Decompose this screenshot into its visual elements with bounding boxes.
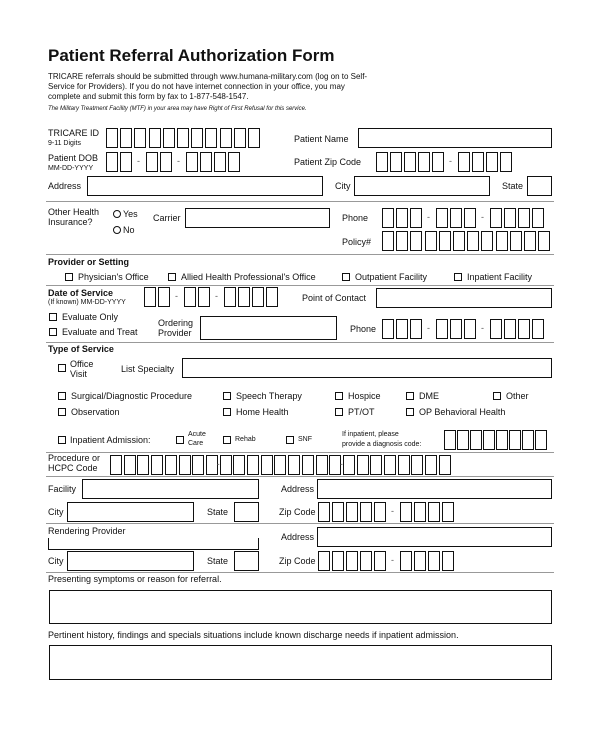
office-visit-label-2: Visit bbox=[70, 369, 87, 379]
ptot-checkbox[interactable] bbox=[335, 408, 343, 416]
office-visit-checkbox[interactable] bbox=[58, 364, 66, 372]
digit-box[interactable] bbox=[510, 231, 522, 251]
divider bbox=[46, 201, 554, 202]
digit-box[interactable] bbox=[439, 231, 451, 251]
op-behavioral-label: OP Behavioral Health bbox=[419, 407, 506, 417]
other-label: Other bbox=[506, 391, 529, 401]
speech-therapy-label: Speech Therapy bbox=[236, 391, 302, 401]
digit-box[interactable] bbox=[261, 455, 273, 475]
digit-box[interactable] bbox=[200, 152, 212, 172]
carrier-input[interactable] bbox=[185, 208, 330, 228]
point-of-contact-label: Point of Contact bbox=[302, 293, 367, 303]
inpatient-admission-checkbox[interactable] bbox=[58, 436, 66, 444]
digit-box[interactable] bbox=[192, 455, 204, 475]
digit-box[interactable] bbox=[120, 128, 132, 148]
digit-box[interactable] bbox=[470, 430, 482, 450]
rendering-address-input[interactable] bbox=[317, 527, 552, 547]
list-specialty-label: List Specialty bbox=[121, 364, 175, 374]
observation-label: Observation bbox=[71, 407, 120, 417]
city-label: City bbox=[335, 181, 351, 191]
divider bbox=[46, 476, 554, 477]
rendering-city-input[interactable] bbox=[67, 551, 194, 571]
rehab-label: Rehab bbox=[235, 436, 256, 443]
digit-box[interactable] bbox=[524, 231, 536, 251]
digit-box[interactable] bbox=[428, 502, 440, 522]
history-textarea[interactable] bbox=[49, 645, 552, 680]
facility-city-input[interactable] bbox=[67, 502, 194, 522]
hospice-label: Hospice bbox=[348, 391, 381, 401]
digit-box[interactable] bbox=[486, 152, 498, 172]
digit-box[interactable] bbox=[450, 319, 462, 339]
digit-box[interactable] bbox=[444, 430, 456, 450]
ordering-provider-input[interactable] bbox=[200, 316, 337, 340]
digit-box[interactable] bbox=[390, 152, 402, 172]
digit-box[interactable] bbox=[134, 128, 146, 148]
digit-box[interactable] bbox=[481, 231, 493, 251]
digit-box[interactable] bbox=[318, 502, 330, 522]
digit-box[interactable] bbox=[374, 551, 386, 571]
digit-box[interactable] bbox=[404, 152, 416, 172]
digit-box[interactable] bbox=[458, 152, 470, 172]
separator-dash: - bbox=[216, 459, 220, 469]
digit-box[interactable] bbox=[436, 319, 448, 339]
digit-box[interactable] bbox=[518, 319, 530, 339]
digit-box[interactable] bbox=[396, 319, 408, 339]
facility-input[interactable] bbox=[82, 479, 259, 499]
digit-box[interactable] bbox=[288, 455, 300, 475]
digit-box[interactable] bbox=[464, 208, 476, 228]
outpatient-facility-checkbox[interactable] bbox=[342, 273, 350, 281]
digit-box[interactable] bbox=[120, 152, 132, 172]
digit-box[interactable] bbox=[360, 502, 372, 522]
digit-box[interactable] bbox=[252, 287, 264, 307]
facility-state-label: State bbox=[207, 507, 229, 517]
ordering-phone-label: Phone bbox=[350, 324, 377, 334]
date-of-service-heading: Date of Service bbox=[48, 288, 114, 298]
evaluate-treat-label: Evaluate and Treat bbox=[62, 327, 138, 337]
digit-box[interactable] bbox=[238, 287, 250, 307]
other-insurance-label: Other Health bbox=[48, 207, 100, 217]
separator-dash: - bbox=[177, 156, 180, 166]
digit-box[interactable] bbox=[124, 455, 136, 475]
intro-text: TRICARE referrals should be submitted through www.humana-military.com (log on to Self-Service for Providers). If you do not have internet connection in your office, you may complete and submit this form by fax to 1-877-548-1547. bbox=[48, 72, 368, 101]
point-of-contact-input[interactable] bbox=[376, 288, 552, 308]
op-behavioral-checkbox[interactable] bbox=[406, 408, 414, 416]
facility-city-label: City bbox=[48, 507, 64, 517]
insurance-no-radio[interactable] bbox=[113, 226, 121, 234]
digit-box[interactable] bbox=[302, 455, 314, 475]
digit-box[interactable] bbox=[457, 430, 469, 450]
digit-box[interactable] bbox=[106, 152, 118, 172]
other-insurance-label-2: Insurance? bbox=[48, 217, 93, 227]
dme-checkbox[interactable] bbox=[406, 392, 414, 400]
divider bbox=[46, 254, 554, 255]
digit-box[interactable] bbox=[360, 551, 372, 571]
digit-box[interactable] bbox=[266, 287, 278, 307]
digit-box[interactable] bbox=[106, 128, 118, 148]
physician-office-label: Physician's Office bbox=[78, 272, 149, 282]
digit-box[interactable] bbox=[158, 287, 170, 307]
digit-box[interactable] bbox=[439, 455, 451, 475]
digit-box[interactable] bbox=[500, 152, 512, 172]
digit-box[interactable] bbox=[151, 455, 163, 475]
procedure-label: Procedure or bbox=[48, 453, 101, 463]
dob-hint: MM-DD-YYYY bbox=[48, 165, 94, 172]
inpatient-admission-label: Inpatient Admission: bbox=[70, 435, 151, 445]
facility-label: Facility bbox=[48, 484, 77, 494]
digit-box[interactable] bbox=[332, 502, 344, 522]
digit-box[interactable] bbox=[414, 551, 426, 571]
form-title: Patient Referral Authorization Form bbox=[48, 46, 335, 65]
rendering-city-label: City bbox=[48, 556, 64, 566]
digit-box[interactable] bbox=[411, 455, 423, 475]
digit-box[interactable] bbox=[316, 455, 328, 475]
evaluate-only-checkbox[interactable] bbox=[49, 313, 57, 321]
digit-box[interactable] bbox=[410, 231, 422, 251]
other-checkbox[interactable] bbox=[493, 392, 501, 400]
digit-box[interactable] bbox=[518, 208, 530, 228]
rendering-zip-label: Zip Code bbox=[279, 556, 316, 566]
digit-box[interactable] bbox=[496, 430, 508, 450]
date-of-service-hint: (If known) MM-DD-YYYY bbox=[48, 299, 126, 306]
separator-dash: - bbox=[481, 212, 484, 222]
digit-box[interactable] bbox=[184, 287, 196, 307]
tricare-id-label: TRICARE ID bbox=[48, 128, 100, 138]
digit-box[interactable] bbox=[472, 152, 484, 172]
divider bbox=[46, 452, 554, 453]
policy-label: Policy# bbox=[342, 237, 372, 247]
provider-heading: Provider or Setting bbox=[48, 257, 130, 267]
separator-dash: - bbox=[481, 323, 484, 333]
digit-box[interactable] bbox=[535, 430, 547, 450]
digit-box[interactable] bbox=[233, 455, 245, 475]
divider bbox=[46, 342, 554, 343]
digit-box[interactable] bbox=[228, 152, 240, 172]
insurance-phone-label: Phone bbox=[342, 213, 369, 223]
digit-box[interactable] bbox=[220, 455, 232, 475]
history-label: Pertinent history, findings and specials situations include known discharge needs if inpatient admission. bbox=[48, 630, 459, 640]
digit-box[interactable] bbox=[453, 231, 465, 251]
separator-dash: - bbox=[449, 156, 452, 166]
facility-address-label: Address bbox=[281, 484, 315, 494]
digit-box[interactable] bbox=[496, 231, 508, 251]
digit-box[interactable] bbox=[234, 128, 246, 148]
city-input[interactable] bbox=[354, 176, 490, 196]
patient-zip-label: Patient Zip Code bbox=[294, 157, 362, 167]
rehab-checkbox[interactable] bbox=[223, 436, 231, 444]
tricare-id-hint: 9-11 Digits bbox=[48, 140, 81, 147]
digit-box[interactable] bbox=[346, 551, 358, 571]
rendering-state-input[interactable] bbox=[234, 551, 259, 571]
digit-box[interactable] bbox=[382, 319, 394, 339]
dme-label: DME bbox=[419, 391, 439, 401]
digit-box[interactable] bbox=[384, 455, 396, 475]
carrier-label: Carrier bbox=[153, 213, 181, 223]
digit-box[interactable] bbox=[400, 502, 412, 522]
digit-box[interactable] bbox=[332, 551, 344, 571]
insurance-no-label: No bbox=[123, 225, 135, 235]
snf-checkbox[interactable] bbox=[286, 436, 294, 444]
surgical-checkbox[interactable] bbox=[58, 392, 66, 400]
digit-box[interactable] bbox=[442, 551, 454, 571]
digit-box[interactable] bbox=[425, 231, 437, 251]
digit-box[interactable] bbox=[464, 319, 476, 339]
inpatient-facility-label: Inpatient Facility bbox=[467, 272, 533, 282]
physician-office-checkbox[interactable] bbox=[65, 273, 73, 281]
digit-box[interactable] bbox=[490, 208, 502, 228]
allied-health-label: Allied Health Professional's Office bbox=[181, 272, 316, 282]
rendering-provider-label: Rendering Provider bbox=[48, 526, 126, 536]
digit-box[interactable] bbox=[532, 319, 544, 339]
digit-box[interactable] bbox=[538, 231, 550, 251]
digit-box[interactable] bbox=[490, 319, 502, 339]
digit-box[interactable] bbox=[137, 455, 149, 475]
separator-dash: - bbox=[391, 555, 394, 565]
digit-box[interactable] bbox=[357, 455, 369, 475]
digit-box[interactable] bbox=[425, 455, 437, 475]
hospice-checkbox[interactable] bbox=[335, 392, 343, 400]
digit-box[interactable] bbox=[414, 502, 426, 522]
acute-care-checkbox[interactable] bbox=[176, 436, 184, 444]
digit-box[interactable] bbox=[374, 502, 386, 522]
state-label: State bbox=[502, 181, 524, 191]
evaluate-only-label: Evaluate Only bbox=[62, 312, 119, 322]
digit-box[interactable] bbox=[442, 502, 454, 522]
speech-therapy-checkbox[interactable] bbox=[223, 392, 231, 400]
digit-box[interactable] bbox=[224, 287, 236, 307]
patient-name-label: Patient Name bbox=[294, 134, 349, 144]
digit-box[interactable] bbox=[483, 430, 495, 450]
digit-box[interactable] bbox=[467, 231, 479, 251]
digit-box[interactable] bbox=[165, 455, 177, 475]
ordering-provider-label: Ordering bbox=[158, 318, 194, 328]
divider bbox=[46, 572, 554, 573]
digit-box[interactable] bbox=[343, 455, 355, 475]
digit-box[interactable] bbox=[346, 502, 358, 522]
digit-box[interactable] bbox=[198, 287, 210, 307]
ptot-label: PT/OT bbox=[348, 407, 375, 417]
digit-box[interactable] bbox=[382, 231, 394, 251]
digit-box[interactable] bbox=[376, 152, 388, 172]
procedure-label-2: HCPC Code bbox=[48, 463, 98, 473]
insurance-yes-label: Yes bbox=[123, 209, 138, 219]
digit-box[interactable] bbox=[160, 152, 172, 172]
observation-checkbox[interactable] bbox=[58, 408, 66, 416]
digit-box[interactable] bbox=[274, 455, 286, 475]
address-input[interactable] bbox=[87, 176, 323, 196]
digit-box[interactable] bbox=[410, 208, 422, 228]
digit-box[interactable] bbox=[504, 208, 516, 228]
digit-box[interactable] bbox=[179, 455, 191, 475]
facility-state-input[interactable] bbox=[234, 502, 259, 522]
rendering-address-label: Address bbox=[281, 532, 315, 542]
acute-care-label-2: Care bbox=[188, 440, 204, 447]
digit-box[interactable] bbox=[144, 287, 156, 307]
digit-box[interactable] bbox=[110, 455, 122, 475]
patient-name-input[interactable] bbox=[358, 128, 552, 148]
digit-box[interactable] bbox=[220, 128, 232, 148]
office-visit-label: Office bbox=[70, 359, 94, 369]
digit-box[interactable] bbox=[410, 319, 422, 339]
digit-box[interactable] bbox=[428, 551, 440, 571]
digit-box[interactable] bbox=[504, 319, 516, 339]
separator-dash: - bbox=[427, 323, 430, 333]
digit-box[interactable] bbox=[163, 128, 175, 148]
divider bbox=[46, 523, 554, 524]
digit-box[interactable] bbox=[318, 551, 330, 571]
separator-dash: - bbox=[215, 291, 218, 301]
acute-care-label: Acute bbox=[188, 431, 206, 438]
digit-box[interactable] bbox=[509, 430, 521, 450]
digit-box[interactable] bbox=[522, 430, 534, 450]
diagnosis-hint: If inpatient, please bbox=[342, 431, 399, 438]
digit-box[interactable] bbox=[418, 152, 430, 172]
digit-box[interactable] bbox=[149, 128, 161, 148]
separator-dash: - bbox=[339, 459, 343, 469]
digit-box[interactable] bbox=[436, 208, 448, 228]
symptoms-textarea[interactable] bbox=[49, 590, 552, 624]
diagnosis-hint-2: provide a diagnosis code: bbox=[342, 441, 422, 448]
digit-box[interactable] bbox=[396, 231, 408, 251]
state-input[interactable] bbox=[527, 176, 552, 196]
evaluate-treat-checkbox[interactable] bbox=[49, 328, 57, 336]
snf-label: SNF bbox=[298, 436, 312, 443]
digit-box[interactable] bbox=[370, 455, 382, 475]
home-health-label: Home Health bbox=[236, 407, 289, 417]
symptoms-label: Presenting symptoms or reason for referral. bbox=[48, 574, 222, 584]
address-label: Address bbox=[48, 181, 82, 191]
digit-box[interactable] bbox=[396, 208, 408, 228]
digit-box[interactable] bbox=[248, 128, 260, 148]
separator-dash: - bbox=[391, 506, 394, 516]
digit-box[interactable] bbox=[450, 208, 462, 228]
inpatient-facility-checkbox[interactable] bbox=[454, 273, 462, 281]
mtf-note: The Military Treatment Facility (MTF) in your area may have Right of First Refusal for this service. bbox=[48, 106, 307, 112]
digit-box[interactable] bbox=[186, 152, 198, 172]
specialty-input[interactable] bbox=[182, 358, 552, 378]
divider bbox=[46, 285, 554, 286]
dob-label: Patient DOB bbox=[48, 153, 99, 163]
digit-box[interactable] bbox=[191, 128, 203, 148]
insurance-yes-radio[interactable] bbox=[113, 210, 121, 218]
facility-address-input[interactable] bbox=[317, 479, 552, 499]
digit-box[interactable] bbox=[382, 208, 394, 228]
outpatient-facility-label: Outpatient Facility bbox=[355, 272, 428, 282]
digit-box[interactable] bbox=[146, 152, 158, 172]
separator-dash: - bbox=[137, 156, 140, 166]
separator-dash: - bbox=[175, 291, 178, 301]
digit-box[interactable] bbox=[205, 128, 217, 148]
home-health-checkbox[interactable] bbox=[223, 408, 231, 416]
rendering-provider-input[interactable] bbox=[48, 538, 259, 550]
digit-box[interactable] bbox=[177, 128, 189, 148]
digit-box[interactable] bbox=[432, 152, 444, 172]
separator-dash: - bbox=[427, 212, 430, 222]
ordering-provider-label-2: Provider bbox=[158, 328, 192, 338]
allied-health-checkbox[interactable] bbox=[168, 273, 176, 281]
digit-box[interactable] bbox=[247, 455, 259, 475]
digit-box[interactable] bbox=[400, 551, 412, 571]
type-of-service-heading: Type of Service bbox=[48, 344, 114, 354]
surgical-label: Surgical/Diagnostic Procedure bbox=[71, 391, 193, 401]
digit-box[interactable] bbox=[532, 208, 544, 228]
digit-box[interactable] bbox=[398, 455, 410, 475]
facility-zip-label: Zip Code bbox=[279, 507, 316, 517]
digit-box[interactable] bbox=[214, 152, 226, 172]
rendering-state-label: State bbox=[207, 556, 229, 566]
